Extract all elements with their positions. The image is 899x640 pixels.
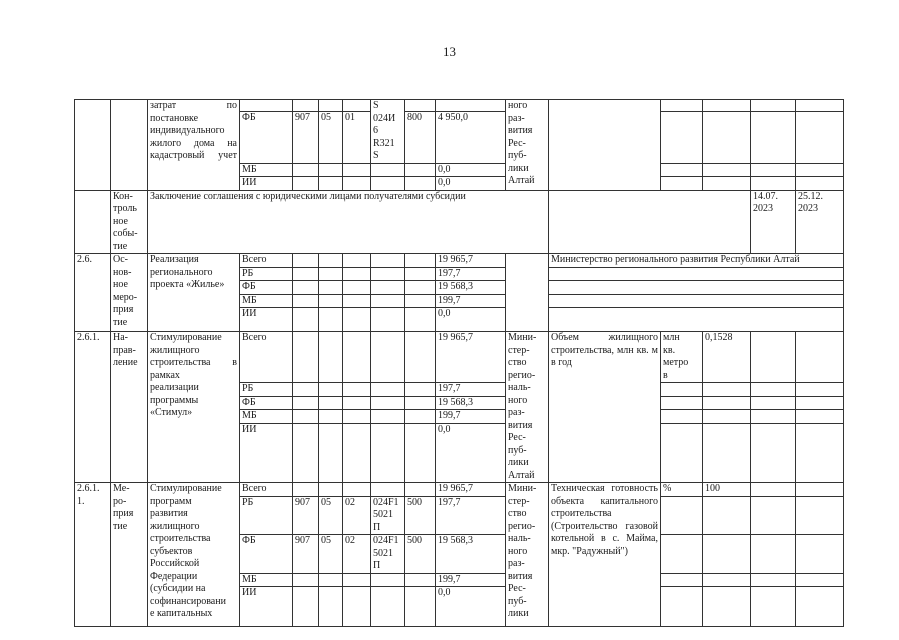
source-cell: ФБ: [240, 396, 293, 410]
amount-cell: 0,0: [436, 587, 506, 627]
source-cell: ФБ: [240, 111, 293, 163]
table-row: [75, 190, 844, 254]
source-cell: Всего: [240, 483, 293, 497]
amount-cell: 197,7: [436, 267, 506, 281]
control-event-text: Заключение соглашения с юридическими лицами получателями субсидии: [148, 190, 549, 254]
amount-cell: 19 965,7: [436, 254, 506, 268]
rz-cell: 05: [319, 496, 343, 535]
ministry-cell: Министерство регионального развития Республики Алтай: [549, 254, 844, 268]
amount-cell: 19 568,3: [436, 281, 506, 295]
end-date-cell: 25.12. 2023: [796, 190, 844, 254]
row-name-cell: Стимулирование программ развития жилищного строительства субъектов Российской Федерации (субсидии на софинансировани е капитальных: [148, 483, 240, 627]
start-date-cell: 14.07. 2023: [751, 190, 796, 254]
unit-cell: млн кв. метро в: [661, 332, 703, 383]
amount-cell: 19 568,3: [436, 396, 506, 410]
source-cell: РБ: [240, 496, 293, 535]
executor-cell: ного раз- вития Рес- пуб- лики Алтай: [506, 100, 549, 191]
source-cell: ИИ: [240, 423, 293, 482]
row-type-cell: Ме- ро- прия тие: [111, 483, 148, 627]
amount-cell: 197,7: [436, 496, 506, 535]
amount-cell: 0,0: [436, 177, 506, 191]
control-event-type: Кон- троль ное собы- тие: [111, 190, 148, 254]
rz-cell: 05: [319, 535, 343, 574]
csr-cell: S 024И 6 R321 S: [371, 100, 405, 164]
amount-cell: 199,7: [436, 294, 506, 308]
program-table: [74, 99, 844, 627]
pr-cell: 02: [343, 535, 371, 574]
table-row: [75, 332, 844, 383]
indicator-value-cell: 100: [703, 483, 751, 497]
amount-cell: 0,0: [436, 423, 506, 482]
amount-cell: 19 965,7: [436, 483, 506, 497]
row-number-cell: 2.6.1.: [75, 332, 111, 483]
source-cell: ФБ: [240, 281, 293, 295]
rz-cell: 05: [319, 111, 343, 163]
row-type-cell: На- прав- ление: [111, 332, 148, 483]
page-number: 13: [443, 44, 456, 59]
row-name-cell: Стимулирование жилищного строительства в рамках реализации программы «Стимул»: [148, 332, 240, 483]
amount-cell: 19 965,7: [436, 332, 506, 383]
pr-cell: 01: [343, 111, 371, 163]
amount-cell: 4 950,0: [436, 111, 506, 163]
source-cell: ИИ: [240, 587, 293, 627]
source-cell: РБ: [240, 383, 293, 397]
amount-cell: 199,7: [436, 573, 506, 587]
executor-cell: Мини- стер- ство регио- наль- ного раз- вития Рес- пуб- лики: [506, 483, 549, 627]
grbs-cell: 907: [293, 496, 319, 535]
csr-cell: 024F1 5021 П: [371, 496, 405, 535]
amount-cell: 0,0: [436, 308, 506, 332]
amount-cell: 197,7: [436, 383, 506, 397]
table-row: [75, 254, 844, 268]
amount-cell: 199,7: [436, 410, 506, 424]
vr-cell: 500: [405, 535, 436, 574]
source-cell: ФБ: [240, 535, 293, 574]
source-cell: МБ: [240, 410, 293, 424]
indicator-cell: Объем жилищного строительства, млн кв. м в год: [549, 332, 661, 483]
source-cell: Всего: [240, 254, 293, 268]
vr-cell: 800: [405, 111, 436, 163]
grbs-cell: 907: [293, 111, 319, 163]
unit-cell: %: [661, 483, 703, 497]
table-row: [75, 100, 844, 112]
amount-cell: 0,0: [436, 163, 506, 177]
source-cell: ИИ: [240, 308, 293, 332]
indicator-cell: Техническая готовность объекта капитального строительства (Строительство газовой котельной в с. Майма, мкр. "Радужный"): [549, 483, 661, 627]
pr-cell: 02: [343, 496, 371, 535]
row-number-cell: 2.6.1. 1.: [75, 483, 111, 627]
event-name-cell: затрат по постановке индивидуального жилого дома на кадастровый учет: [148, 100, 240, 191]
row-type-cell: Ос- нов- ное меро- прия тие: [111, 254, 148, 332]
source-cell: Всего: [240, 332, 293, 383]
row-number-cell: 2.6.: [75, 254, 111, 332]
table-row: [75, 483, 844, 497]
vr-cell: 500: [405, 496, 436, 535]
row-name-cell: Реализация регионального проекта «Жилье»: [148, 254, 240, 332]
source-cell: МБ: [240, 294, 293, 308]
source-cell: МБ: [240, 573, 293, 587]
source-cell: РБ: [240, 267, 293, 281]
amount-cell: 19 568,3: [436, 535, 506, 574]
source-cell: МБ: [240, 163, 293, 177]
executor-cell: Мини- стер- ство регио- наль- ного раз- вития Рес- пуб- лики Алтай: [506, 332, 549, 483]
indicator-value-cell: 0,1528: [703, 332, 751, 383]
grbs-cell: 907: [293, 535, 319, 574]
source-cell: ИИ: [240, 177, 293, 191]
csr-cell: 024F1 5021 П: [371, 535, 405, 574]
